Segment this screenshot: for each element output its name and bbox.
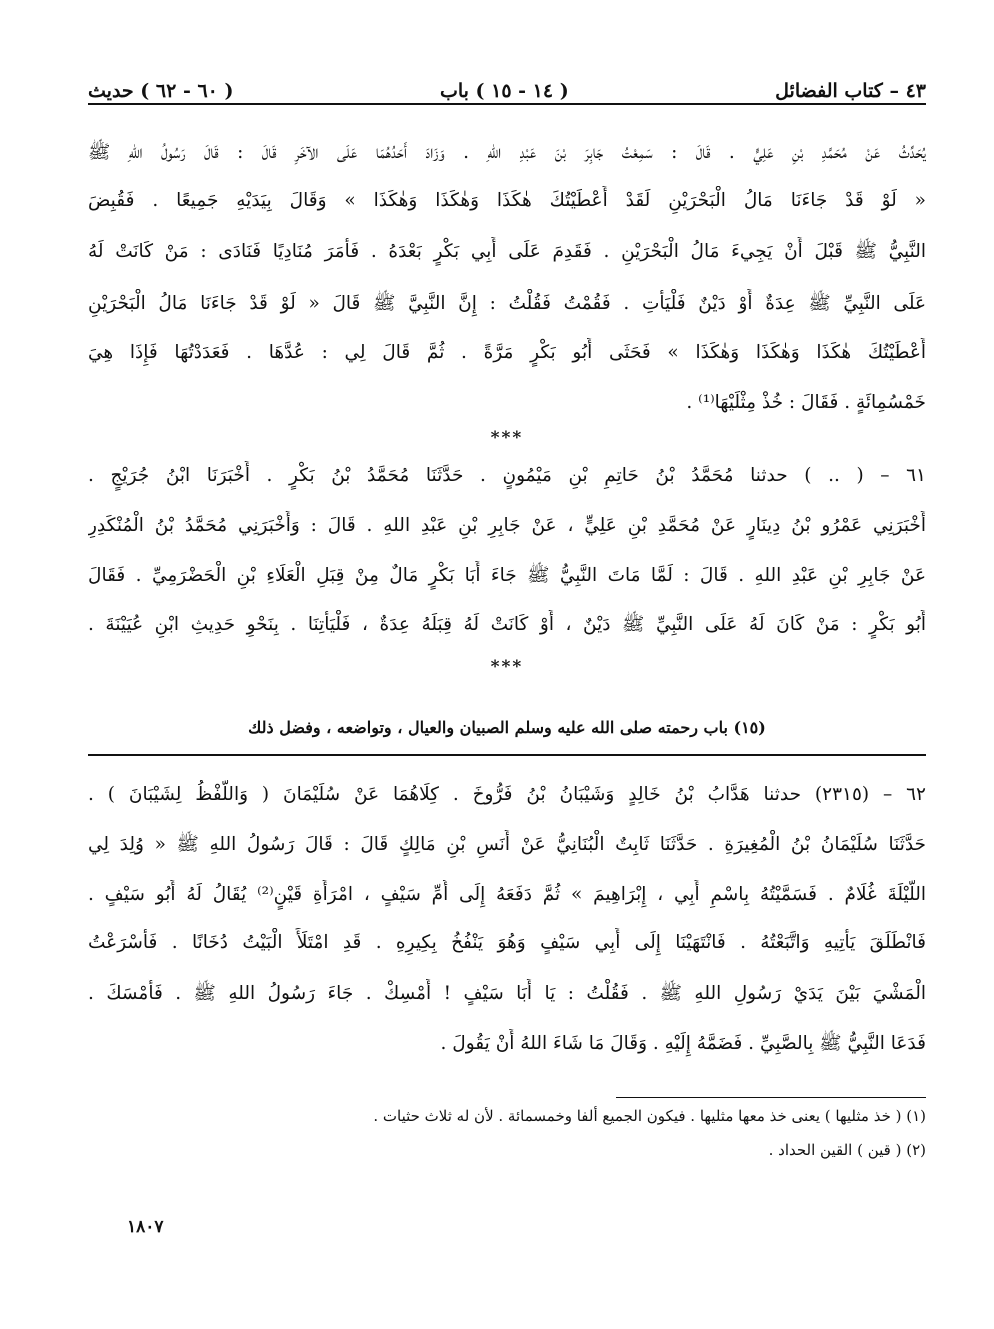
text-line: فَدَعَا النَّبِيُّ ﷺ بِالصَّبِيِّ . فَضَمَّهُ إِلَيْهِ . وَقَالَ مَا شَاءَ اللهُ أَنْ يَقُولَ . [440, 1033, 926, 1054]
footnote-rule [616, 1097, 926, 1098]
footnote: (١) ( خذ مثليها ) يعنى خذ معها مثليها . فيكون الجميع ألفا وخمسمائة . لأن له ثلاث حثيات . [373, 1107, 926, 1125]
text-line: فَانْطَلَقَ يَأْتِيهِ وَاتَّبَعْتُهُ . فَانْتَهَيْنَا إِلَى أَبِي سَيْفٍ وَهُوَ يَنْفُخُ بِكِيرِهِ . قَدِ امْتَلَأَ الْبَيْتُ دُخَانًا . فَأَسْرَعْتُ [88, 932, 926, 953]
text-line: الْمَشْيَ بَيْنَ يَدَيْ رَسُولِ اللهِ ﷺ . فَقُلْتُ : يَا أَبَا سَيْفٍ ! أَمْسِكْ . جَاءَ رَسُولُ اللهِ ﷺ . فَأَمْسَكَ . [88, 983, 926, 1004]
text-line: اللَّيْلَةَ غُلَامٌ . فَسَمَّيْتُهُ بِاسْمِ أَبِي ، إِبْرَاهِيمَ » ثُمَّ دَفَعَهُ إِلَى أُمِّ سَيْفٍ ، امْرَأَةِ قَيْنٍ⁽²⁾ يُقَالُ لَهُ أَبُو سَيْفٍ . [88, 884, 926, 905]
bab-range: ( ١٤ - ١٥ ) باب [439, 80, 569, 102]
text-line: يُحَدِّثُ عَنْ مُحَمَّدِ بْنِ عَلِيٍّ . قَالَ : سَمِعْتُ جَابِرَ بْنَ عَبْدِ اللهِ . وَزَادَ أَحَدُهُمَا عَلَى الآخَرِ قَالَ : قَالَ رَسُولُ اللهِ ﷺ [88, 142, 926, 163]
text-line: عَنْ جَابِرِ بْنِ عَبْدِ اللهِ . قَالَ : لَمَّا مَاتَ النَّبِيُّ ﷺ جَاءَ أَبَا بَكْرٍ مَالٌ مِنْ قِبَلِ الْعَلَاءِ بْنِ الْحَضْرَمِيِّ . فَقَالَ [88, 565, 926, 586]
text-line: خَمْسُمِائَةٍ . فَقَالَ : خُذْ مِثْلَيْهَا⁽¹⁾ . [686, 392, 926, 413]
text-line: أَعْطَيْتُكَ هٰكَذَا وَهٰكَذَا وَهٰكَذَا » فَحَثَى أَبُو بَكْرٍ مَرَّةً . ثُمَّ قَالَ لِي : عُدَّهَا . فَعَدَدْتُهَا فَإِذَا هِيَ [88, 342, 926, 363]
hadith-range: ( ٦٠ - ٦٢ ) حديث [88, 80, 234, 102]
separator-stars: *** [490, 428, 524, 448]
text-line: ٦٢ – (٢٣١٥) حدثنا هَدَّابُ بْنُ خَالِدٍ وَشَيْبَانُ بْنُ فَرُّوخَ . كِلَاهُمَا عَنْ سُلَيْمَانَ ( وَاللَّفْظُ لِشَيْبَانَ ) . [88, 784, 926, 805]
chapter-rule [88, 754, 926, 756]
text-line: حَدَّثَنَا سُلَيْمَانُ بْنُ الْمُغِيرَةِ . حَدَّثَنَا ثَابِتٌ الْبُنَانِيُّ عَنْ أَنَسِ بْنِ مَالِكٍ قَالَ : قَالَ رَسُولُ اللهِ ﷺ « وُلِدَ لِي [88, 834, 926, 855]
text-line: أَخْبَرَنِي عَمْرُو بْنُ دِينَارٍ عَنْ مُحَمَّدِ بْنِ عَلِيٍّ ، عَنْ جَابِرِ بْنِ عَبْدِ اللهِ . قَالَ : وَأَخْبَرَنِي مُحَمَّدُ بْنُ الْمُنْكَدِرِ [88, 515, 926, 536]
footnote: (٢) ( قين ) القين الحداد . [768, 1141, 926, 1159]
text-line: عَلَى النَّبِيِّ ﷺ عِدَةٌ أَوْ دَيْنٌ فَلْيَأْتِ . فَقُمْتُ فَقُلْتُ : إِنَّ النَّبِيَّ ﷺ قَالَ « لَوْ قَدْ جَاءَنَا مَالُ الْبَحْرَيْنِ [88, 293, 926, 314]
separator-stars: *** [490, 657, 524, 677]
text-line: « لَوْ قَدْ جَاءَنَا مَالُ الْبَحْرَيْنِ لَقَدْ أَعْطَيْتُكَ هٰكَذَا وَهٰكَذَا وَهٰكَذَا » وَقَالَ بِيَدَيْهِ جَمِيعًا . فَقُبِضَ [88, 190, 926, 211]
text-line: النَّبِيُّ ﷺ قَبْلَ أَنْ يَجِيءَ مَالُ الْبَحْرَيْنِ . فَقَدِمَ عَلَى أَبِي بَكْرٍ بَعْدَهُ . فَأَمَرَ مُنَادِيًا فَنَادَى : مَنْ كَانَتْ لَهُ [88, 241, 926, 262]
book-title: ٤٣ – كتاب الفضائل [775, 80, 926, 102]
header-rule [88, 103, 926, 105]
text-line: أَبُو بَكْرٍ : مَنْ كَانَ لَهُ عَلَى النَّبِيِّ ﷺ دَيْنٌ ، أَوْ كَانَتْ لَهُ قِبَلَهُ عِدَةٌ ، فَلْيَأْتِنَا . بِنَحْوِ حَدِيثِ ابْنِ عُيَيْنَةَ . [88, 614, 926, 635]
page-header [88, 62, 926, 102]
chapter-heading: (١٥) باب رحمته صلى الله عليه وسلم الصبيان والعيال ، وتواضعه ، وفضل ذلك [248, 718, 766, 737]
text-line: ٦١ – ( .. ) حدثنا مُحَمَّدُ بْنُ حَاتِمِ بْنِ مَيْمُونٍ . حَدَّثَنَا مُحَمَّدُ بْنُ بَكْرٍ . أَخْبَرَنَا ابْنُ جُرَيْجٍ . [88, 465, 926, 486]
page-number: ١٨٠٧ [127, 1217, 164, 1237]
